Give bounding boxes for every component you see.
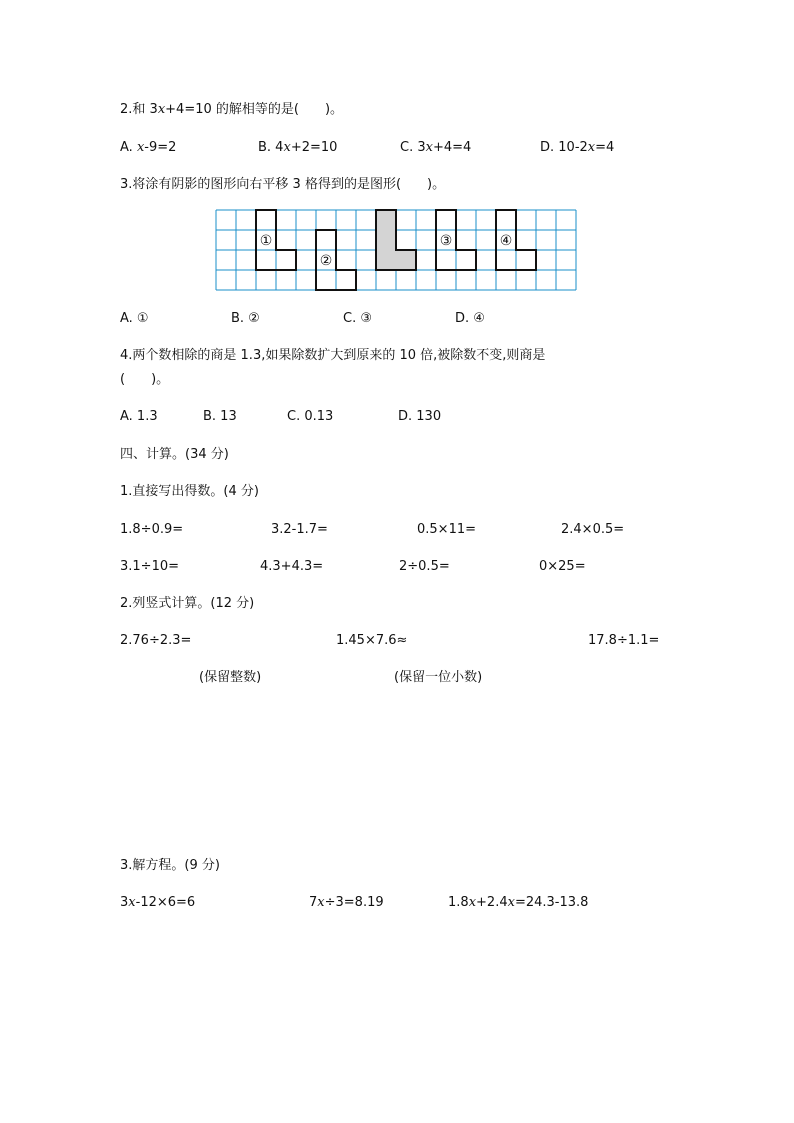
q3-stem: 3.将涂有阴影的图形向右平移 3 格得到的是图形( )。	[120, 177, 446, 192]
shape-4-label: ④	[499, 233, 513, 249]
q4-option-b: B. 13	[203, 409, 237, 424]
p2-item-2: 1.45×7.6≈	[336, 633, 408, 648]
q3-option-a: A. ①	[120, 311, 149, 326]
q4-option-a: A. 1.3	[120, 409, 158, 424]
p2-item-3: 17.8÷1.1=	[588, 633, 660, 648]
q4-option-c: C. 0.13	[287, 409, 334, 424]
p1-r1-c4: 2.4×0.5=	[561, 522, 625, 537]
p3-title: 3.解方程。(9 分)	[120, 858, 220, 873]
q3-option-c: C. ③	[343, 311, 372, 326]
q4-stem-line1: 4.两个数相除的商是 1.3,如果除数扩大到原来的 10 倍,被除数不变,则商是	[120, 348, 546, 363]
q4-stem-line2: ( )。	[120, 372, 170, 387]
p1-r1-c3: 0.5×11=	[417, 522, 477, 537]
p3-eq-3: 1.8x+2.4x=24.3-13.8	[448, 895, 589, 910]
p2-note-2: (保留一位小数)	[394, 670, 483, 685]
q2-option-b: B. 4x+2=10	[258, 140, 338, 155]
p2-note-1: (保留整数)	[199, 670, 262, 685]
q3-option-d: D. ④	[455, 311, 485, 326]
shape-3-label: ③	[439, 233, 453, 249]
p1-r1-c2: 3.2-1.7=	[271, 522, 328, 537]
p1-r1-c1: 1.8÷0.9=	[120, 522, 184, 537]
q3-grid-figure	[213, 207, 581, 293]
shaded-l-shape	[376, 210, 416, 270]
q2-option-a: A. x-9=2	[120, 140, 177, 155]
shape-1-label: ①	[259, 233, 273, 249]
p1-r2-c4: 0×25=	[539, 559, 586, 574]
p1-r2-c1: 3.1÷10=	[120, 559, 180, 574]
q3-option-b: B. ②	[231, 311, 260, 326]
q2-option-c: C. 3x+4=4	[400, 140, 472, 155]
p1-r2-c2: 4.3+4.3=	[260, 559, 324, 574]
p1-title: 1.直接写出得数。(4 分)	[120, 484, 259, 499]
section4-title: 四、计算。(34 分)	[120, 447, 229, 462]
q4-option-d: D. 130	[398, 409, 442, 424]
p3-eq-2: 7x÷3=8.19	[309, 895, 384, 910]
q2-option-d: D. 10-2x=4	[540, 140, 615, 155]
p2-item-1: 2.76÷2.3=	[120, 633, 192, 648]
shape-2-label: ②	[319, 253, 333, 269]
p1-r2-c3: 2÷0.5=	[399, 559, 450, 574]
q2-stem: 2.和 3x+4=10 的解相等的是( )。	[120, 102, 344, 117]
p3-eq-1: 3x-12×6=6	[120, 895, 196, 910]
p2-title: 2.列竖式计算。(12 分)	[120, 596, 255, 611]
